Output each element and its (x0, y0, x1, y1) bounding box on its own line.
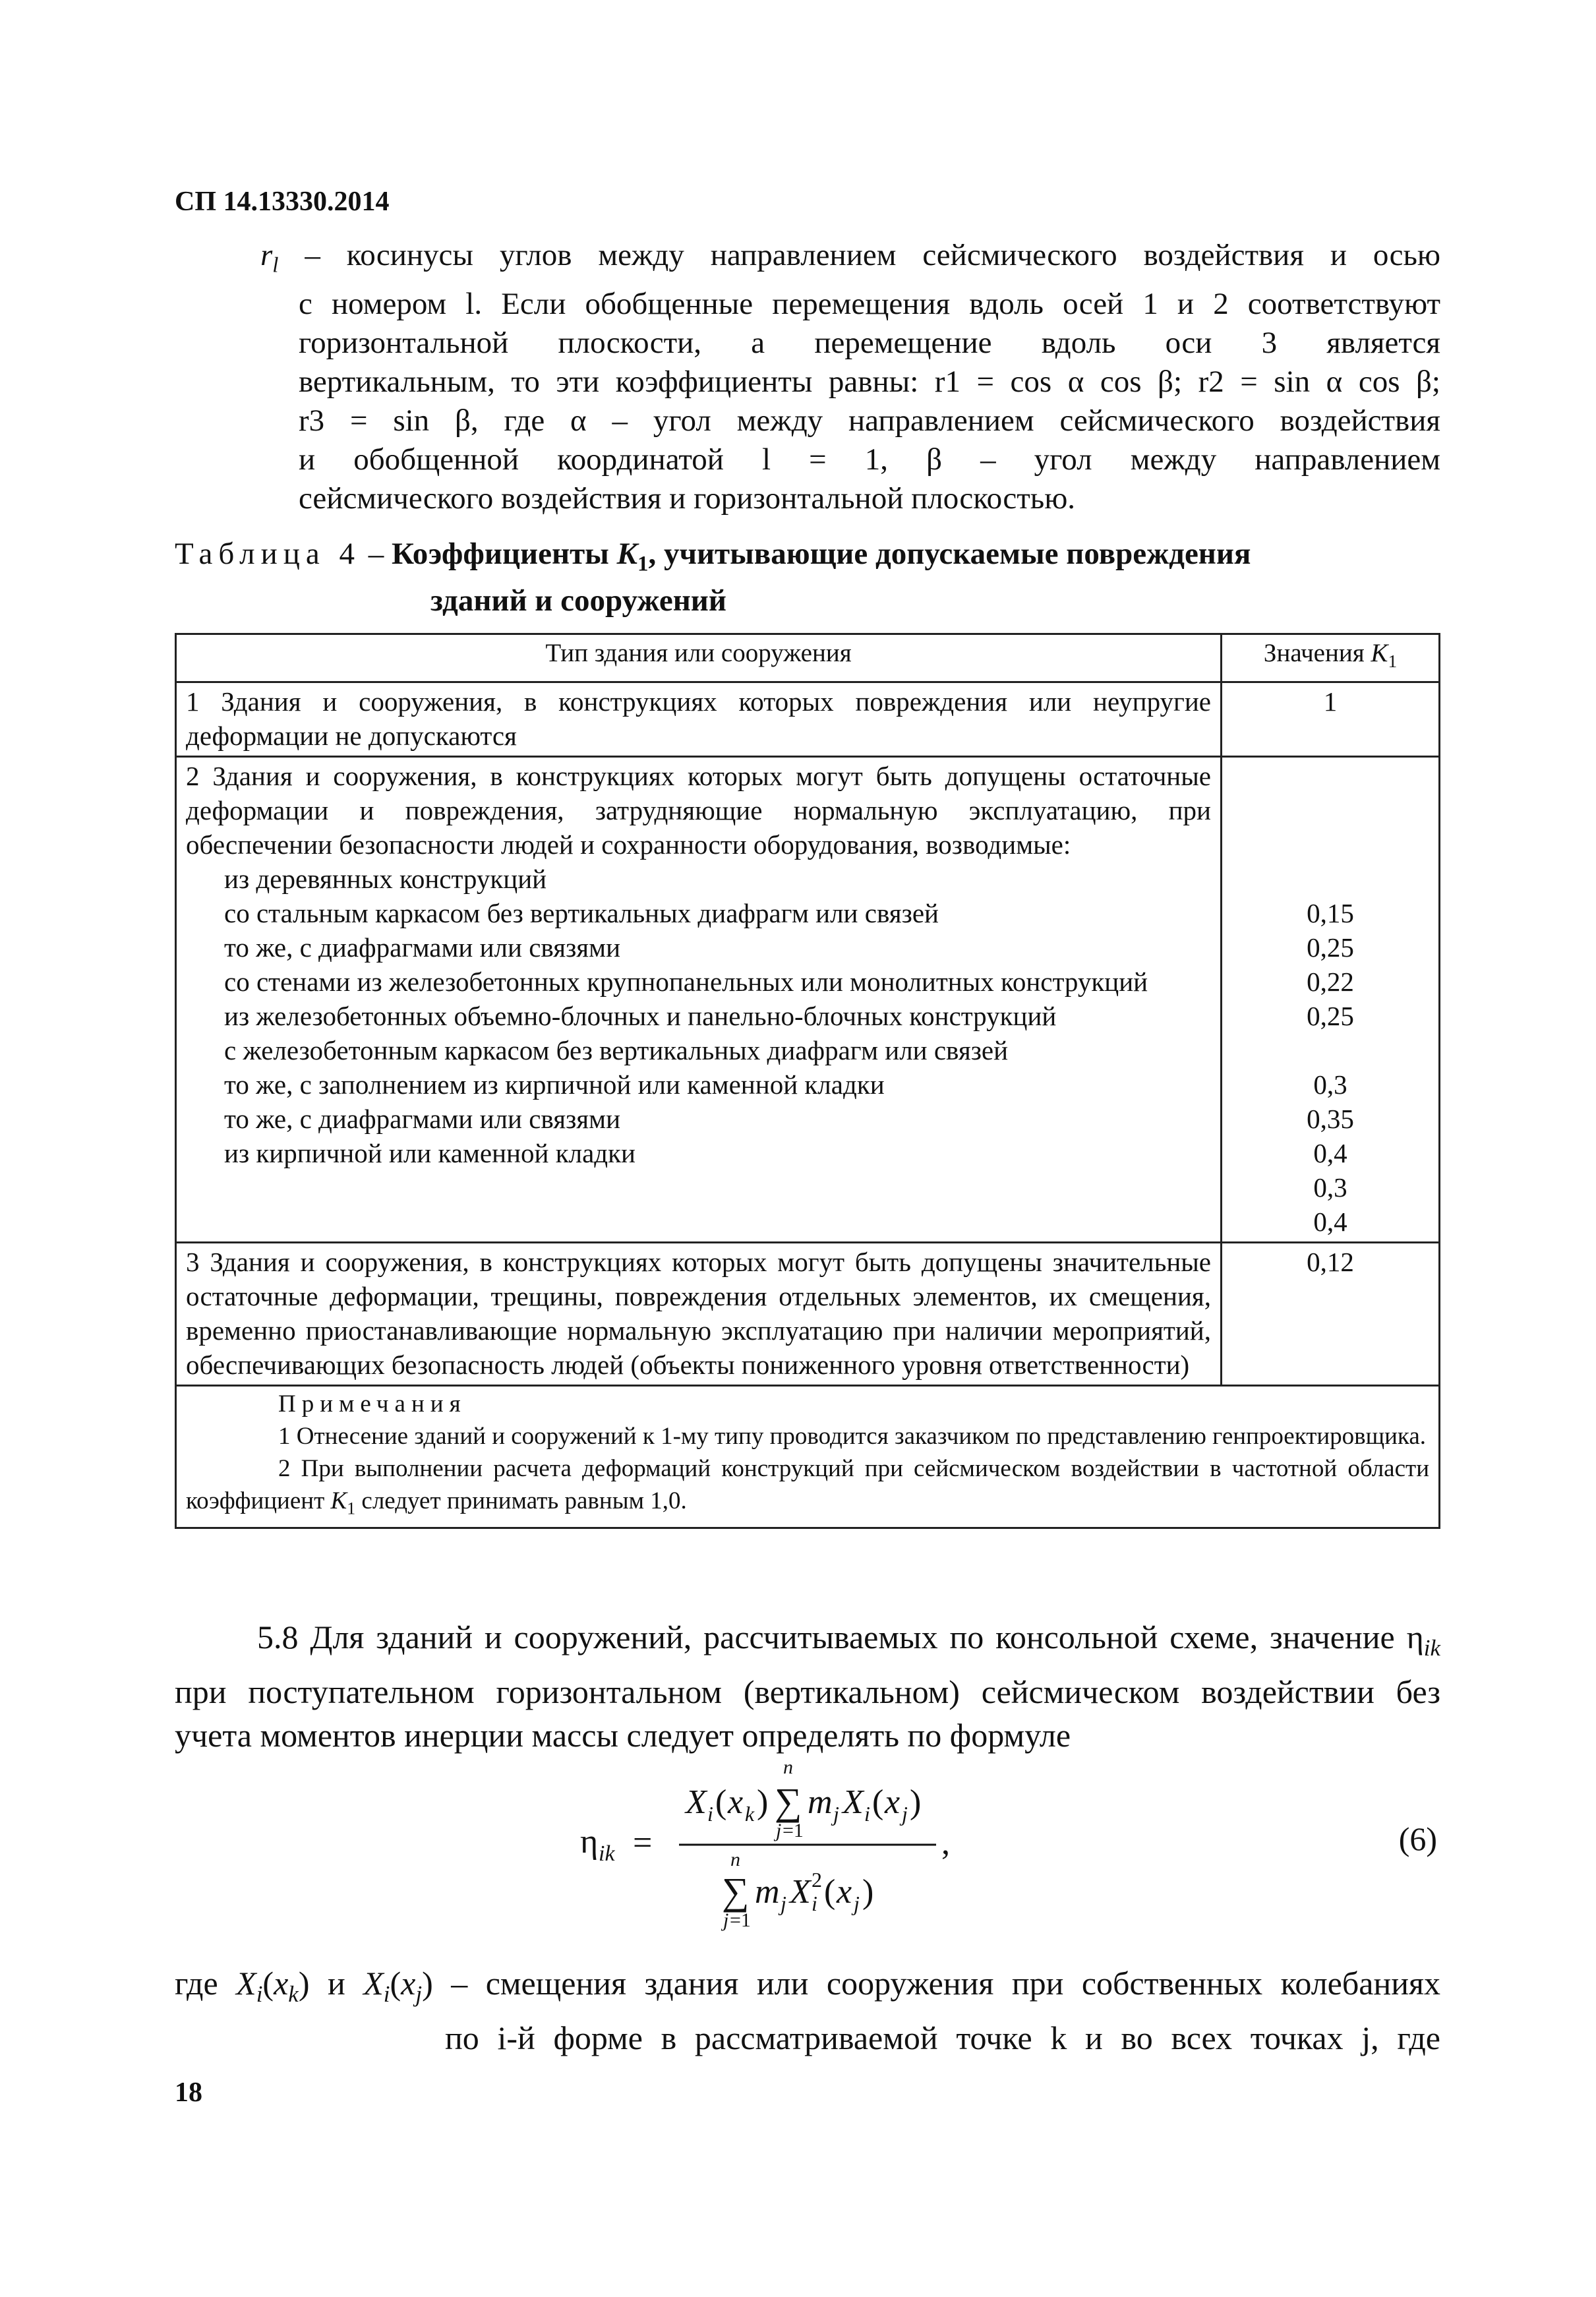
definition-line-3: горизонтальной плоскости, а перемещение вдоль оси 3 является (299, 326, 1440, 361)
row3-text: 3 Здания и сооружения, в конструкциях которых могут быть допущены значительные остаточные деформации, трещины, повреждения отдельных элементов, их смещения, временно приостанавливающие нормальную эксплуатацию при наличии мероприятий, обеспечивающих безопасность людей (объекты пониженного уровня ответственности) (176, 1242, 1222, 1385)
svg-text:i: i (812, 1892, 817, 1915)
svg-text:x: x (837, 1873, 852, 1911)
paragraph-5-8 (175, 1615, 1440, 1757)
coefficients-table (175, 633, 1440, 1529)
svg-text:n: n (730, 1849, 740, 1870)
where-clause (175, 1961, 1440, 2060)
definition-line-2: с номером l. Если обобщенные перемещения вдоль осей 1 и 2 соответствуют (299, 287, 1440, 322)
row2-item: то же, с диафрагмами или связями (224, 1103, 621, 1134)
svg-text:j: j (854, 1892, 860, 1915)
svg-text:i: i (864, 1802, 870, 1826)
row2-item: из железобетонных объемно-блочных и панельно-блочных конструкций (224, 1000, 1057, 1031)
definition-line-7: сейсмического воздействия и горизонтальной плоскостью. (299, 481, 1076, 516)
row2-value: 0,25 (1307, 1000, 1354, 1031)
definition-line-4: вертикальным, то эти коэффициенты равны: r1 = cos α cos β; r2 = sin α cos β; (299, 365, 1440, 400)
formula-6 (580, 1747, 1437, 1938)
row2-value: 0,25 (1307, 932, 1354, 963)
svg-text:X: X (842, 1783, 864, 1821)
row1-text: 1 Здания и сооружения, в конструкциях которых повреждения или неупругие деформации не допускаются (176, 682, 1222, 756)
definition-symbol-sub: l (272, 253, 279, 278)
where-line-1: где $X_i(x_k)$ и $X_i(x_j)$ – смещения здания или сооружения при собственных колебаниях (175, 1965, 1440, 2007)
note-2-text-a: 2 При выполнении расчета деформаций конструкций при сейсмическом воздействии в частотной области коэффициент (186, 1454, 1429, 1514)
note-2-k-sub: 1 (347, 1499, 356, 1518)
page-number: 18 (175, 2077, 202, 2108)
note-2 (186, 1452, 1429, 1524)
row2-cell (176, 756, 1222, 1242)
document-code: СП 14.13330.2014 (175, 187, 390, 217)
svg-text:η: η (580, 1823, 599, 1861)
paragraph-text-b: при поступательном горизонтальном (вертикальном) сейсмическом воздействии без учета моментов инерции массы следует определять по формуле (175, 1673, 1440, 1754)
header-value (1222, 634, 1440, 682)
svg-text:k: k (745, 1802, 755, 1826)
table-caption (175, 535, 1440, 619)
svg-text:j: j (833, 1802, 839, 1826)
svg-text:(: ( (872, 1783, 884, 1821)
formula-graphic (580, 1747, 1305, 1938)
svg-text:∑: ∑ (722, 1870, 750, 1913)
table-notes-row (176, 1385, 1440, 1528)
caption-dash: – (361, 537, 392, 571)
where-text: – смещения здания или сооружения при собственных колебаниях (432, 1965, 1440, 2002)
formula-number: (6) (1398, 1820, 1437, 1857)
definition-text: – косинусы углов между направлением сейсмического воздействия и осью (305, 238, 1440, 272)
svg-text:x: x (728, 1783, 744, 1821)
header-value-k: K (1371, 639, 1388, 667)
svg-text:j: j (776, 1820, 782, 1841)
header-value-sub: 1 (1388, 651, 1398, 671)
row2-value: 0,22 (1307, 966, 1354, 997)
caption-k-sub: 1 (637, 552, 649, 576)
caption-title-a: Коэффициенты (392, 537, 617, 571)
svg-text:ik: ik (599, 1841, 615, 1866)
svg-text:=: = (633, 1824, 653, 1862)
svg-text:=1: =1 (783, 1820, 804, 1841)
table-header-row (176, 634, 1440, 682)
note-2-k: K (330, 1487, 347, 1514)
row2-item: то же, с заполнением из кирпичной или каменной кладки (224, 1069, 885, 1100)
row2-value: 0,15 (1307, 897, 1354, 928)
definition-block (260, 236, 1440, 518)
table-label: Таблица 4 (175, 537, 361, 571)
row2-value: 0,4 (1313, 1137, 1347, 1168)
svg-text:∑: ∑ (775, 1780, 802, 1823)
row2-values (1222, 756, 1440, 1242)
row2-text: 2 Здания и сооружения, в конструкциях которых могут быть допущены остаточные деформации и повреждения, затрудняющие нормальную эксплуатацию, при обеспечении безопасности людей и сохранности оборудования, возводимые: (186, 760, 1211, 860)
svg-text:): ) (862, 1873, 874, 1911)
svg-text:(: ( (824, 1873, 836, 1911)
svg-text:n: n (783, 1756, 793, 1778)
header-type: Тип здания или сооружения (176, 634, 1222, 682)
svg-text:X: X (790, 1873, 811, 1911)
svg-text:j: j (723, 1909, 729, 1931)
svg-text:(: ( (715, 1783, 727, 1821)
row2-item: со стальным каркасом без вертикальных диафрагм или связей (224, 897, 939, 928)
row2-item: из деревянных конструкций (224, 863, 547, 894)
svg-text:,: , (941, 1824, 950, 1862)
row1-value: 1 (1222, 682, 1440, 756)
notes-heading: Примечания (278, 1390, 467, 1417)
paragraph-text-a: 5.8 Для зданий и сооружений, рассчитываемых по консольной схеме, значение (257, 1619, 1407, 1656)
table-row (176, 1242, 1440, 1385)
caption-title-b: , учитывающие допускаемые повреждения (648, 537, 1251, 571)
svg-text:x: x (885, 1783, 901, 1821)
svg-text:): ) (757, 1783, 769, 1821)
svg-text:): ) (910, 1783, 922, 1821)
table-row (176, 756, 1440, 1242)
table-notes (176, 1385, 1440, 1528)
definition-line-5: r3 = sin β, где α – угол между направлением сейсмического воздействия (299, 403, 1440, 438)
note-1: 1 Отнесение зданий и сооружений к 1-му типу проводится заказчиком по представлению генпроектировщика. (278, 1422, 1427, 1450)
svg-text:m: m (755, 1873, 780, 1911)
svg-text:j: j (781, 1892, 786, 1915)
svg-text:2: 2 (812, 1868, 822, 1892)
paragraph-eta: η (1406, 1619, 1424, 1656)
row2-item: с железобетонным каркасом без вертикальных диафрагм или связей (224, 1034, 1009, 1065)
svg-text:X: X (686, 1783, 707, 1821)
header-value-prefix: Значения (1263, 639, 1371, 667)
row2-value: 0,35 (1307, 1103, 1354, 1134)
caption-k: K (616, 537, 637, 571)
row3-value: 0,12 (1222, 1242, 1440, 1385)
table-row (176, 682, 1440, 756)
svg-text:m: m (808, 1783, 833, 1821)
row2-value: 0,3 (1313, 1172, 1347, 1203)
note-2-text-b: следует принимать равным 1,0. (355, 1487, 687, 1514)
where-prefix: где (175, 1965, 237, 2002)
row2-value: 0,4 (1313, 1206, 1347, 1237)
row2-item: то же, с диафрагмами или связями (224, 932, 621, 963)
definition-symbol: r (260, 238, 273, 272)
definition-line-1 (260, 236, 1440, 285)
row2-item: из кирпичной или каменной кладки (224, 1137, 635, 1168)
where-line-2: по i-й форме в рассматриваемой точке k и во всех точках j, где (445, 2019, 1440, 2056)
svg-text:i: i (707, 1802, 713, 1826)
svg-text:j: j (902, 1802, 908, 1826)
caption-title-line2: зданий и сооружений (430, 583, 726, 618)
svg-text:=1: =1 (730, 1909, 751, 1931)
row2-value: 0,3 (1313, 1069, 1347, 1100)
definition-line-6: и обобщенной координатой l = 1, β – угол между направлением (299, 442, 1440, 477)
row2-item: со стенами из железобетонных крупнопанельных или монолитных конструкций (224, 966, 1148, 997)
paragraph-eta-sub: ik (1423, 1635, 1440, 1661)
